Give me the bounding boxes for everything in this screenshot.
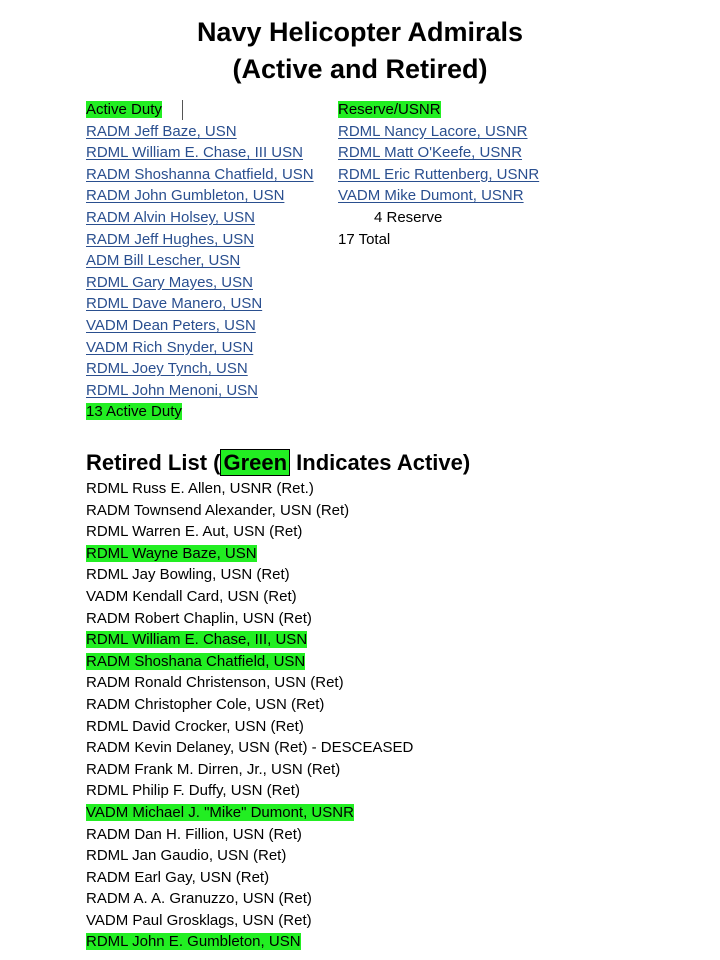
- retired-heading-suffix: Indicates Active): [290, 450, 471, 475]
- reserve-header-row: [338, 99, 539, 121]
- retired-list-item: [86, 564, 413, 586]
- reserve-count: 4 Reserve: [374, 208, 443, 226]
- reserve-column: [338, 99, 539, 250]
- retired-list-item: [86, 694, 413, 716]
- active-admiral-row: [86, 358, 314, 380]
- active-duty-total: 13 Active Duty: [86, 403, 182, 421]
- retired-list-item: [86, 543, 413, 565]
- reserve-header: Reserve/USNR: [338, 101, 441, 118]
- retired-list-entry-active: RDML John E. Gumbleton, USN: [86, 933, 301, 951]
- active-duty-column: [86, 99, 314, 423]
- retired-list-item: [86, 521, 413, 543]
- active-admiral-link[interactable]: RDML Gary Mayes, USN: [86, 273, 253, 291]
- reserve-admiral-row: [338, 164, 539, 186]
- page-title: [0, 14, 720, 88]
- active-admiral-link[interactable]: RADM Alvin Holsey, USN: [86, 208, 255, 226]
- active-admiral-link[interactable]: VADM Rich Snyder, USN: [86, 338, 254, 356]
- active-admiral-link[interactable]: VADM Dean Peters, USN: [86, 316, 256, 334]
- retired-list-heading: [86, 449, 470, 477]
- retired-list-entry: RADM Townsend Alexander, USN (Ret): [86, 501, 350, 519]
- active-admiral-row: [86, 207, 314, 229]
- retired-list-item: [86, 586, 413, 608]
- active-admiral-link[interactable]: RDML John Menoni, USN: [86, 381, 259, 399]
- reserve-admiral-link[interactable]: RDML Eric Ruttenberg, USNR: [338, 165, 540, 183]
- retired-list-item: [86, 802, 413, 824]
- active-admiral-row: [86, 337, 314, 359]
- retired-heading-green-word: Green: [220, 449, 290, 476]
- active-duty-list: [86, 121, 314, 402]
- retired-list-item: [86, 737, 413, 759]
- retired-list-entry: VADM Kendall Card, USN (Ret): [86, 587, 297, 605]
- retired-list-item: [86, 824, 413, 846]
- retired-list-entry: RDML David Crocker, USN (Ret): [86, 717, 304, 735]
- title-line-1: Navy Helicopter Admirals: [196, 17, 524, 47]
- retired-list-item: [86, 608, 413, 630]
- retired-list-entry: RADM Ronald Christenson, USN (Ret): [86, 674, 344, 692]
- active-admiral-row: [86, 121, 314, 143]
- text-cursor: [182, 100, 183, 120]
- retired-list-item: [86, 845, 413, 867]
- active-admiral-link[interactable]: RDML William E. Chase, III USN: [86, 144, 303, 162]
- retired-list-item: [86, 888, 413, 910]
- active-admiral-link[interactable]: RADM Jeff Baze, USN: [86, 122, 237, 140]
- retired-list-entry: RADM Earl Gay, USN (Ret): [86, 868, 270, 886]
- retired-list-entry: RADM Dan H. Fillion, USN (Ret): [86, 825, 302, 843]
- active-admiral-link[interactable]: RDML Joey Tynch, USN: [86, 360, 248, 378]
- retired-heading-prefix: Retired List (: [86, 450, 221, 475]
- active-admiral-link[interactable]: RADM John Gumbleton, USN: [86, 187, 285, 205]
- retired-list-entry: RADM Kevin Delaney, USN (Ret) - DESCEASED: [86, 739, 414, 757]
- retired-list-item: [86, 780, 413, 802]
- retired-list-entry-active: RDML William E. Chase, III, USN: [86, 631, 308, 649]
- reserve-admiral-link[interactable]: RDML Nancy Lacore, USNR: [338, 122, 528, 140]
- retired-list-entry: RADM Robert Chaplin, USN (Ret): [86, 609, 312, 627]
- active-admiral-row: [86, 293, 314, 315]
- retired-list-item: [86, 910, 413, 932]
- retired-list-item: [86, 867, 413, 889]
- title-line-2: (Active and Retired): [232, 54, 488, 84]
- active-admiral-row: [86, 142, 314, 164]
- active-admiral-link[interactable]: RADM Jeff Hughes, USN: [86, 230, 255, 248]
- retired-list-item: [86, 500, 413, 522]
- retired-list-item: [86, 651, 413, 673]
- retired-list-entry-active: VADM Michael J. "Mike" Dumont, USNR: [86, 803, 354, 821]
- reserve-admiral-link[interactable]: RDML Matt O'Keefe, USNR: [338, 144, 523, 162]
- active-admiral-row: [86, 380, 314, 402]
- reserve-admiral-row: [338, 185, 539, 207]
- active-duty-header-row: [86, 99, 314, 121]
- retired-list-entry: RDML Warren E. Aut, USN (Ret): [86, 523, 303, 541]
- retired-list-item: [86, 672, 413, 694]
- active-admiral-row: [86, 315, 314, 337]
- active-admiral-link[interactable]: RADM Shoshanna Chatfield, USN: [86, 165, 314, 183]
- retired-list-entry: VADM Paul Grosklags, USN (Ret): [86, 911, 312, 929]
- retired-list-entry: RDML Russ E. Allen, USNR (Ret.): [86, 480, 314, 497]
- reserve-admiral-row: [338, 121, 539, 143]
- reserve-admiral-link[interactable]: VADM Mike Dumont, USNR: [338, 187, 524, 205]
- active-duty-header: Active Duty: [86, 101, 162, 118]
- active-duty-total-row: [86, 401, 314, 423]
- retired-list-item: [86, 478, 413, 500]
- retired-list-item: [86, 759, 413, 781]
- active-admiral-row: [86, 164, 314, 186]
- active-admiral-row: [86, 272, 314, 294]
- grand-total: 17 Total: [338, 230, 391, 248]
- retired-list-entry: RADM Christopher Cole, USN (Ret): [86, 695, 325, 713]
- active-admiral-row: [86, 250, 314, 272]
- active-admiral-link[interactable]: ADM Bill Lescher, USN: [86, 252, 241, 270]
- retired-list: [86, 478, 413, 953]
- retired-list-entry: RADM A. A. Granuzzo, USN (Ret): [86, 890, 312, 908]
- retired-list-entry: RDML Jay Bowling, USN (Ret): [86, 566, 290, 584]
- retired-list-item: [86, 716, 413, 738]
- active-admiral-row: [86, 185, 314, 207]
- retired-list-entry: RDML Jan Gaudio, USN (Ret): [86, 847, 287, 865]
- active-admiral-row: [86, 229, 314, 251]
- retired-list-item: [86, 931, 413, 953]
- reserve-admiral-row: [338, 142, 539, 164]
- reserve-list: [338, 121, 539, 207]
- retired-list-item: [86, 629, 413, 651]
- retired-list-entry: RDML Philip F. Duffy, USN (Ret): [86, 782, 300, 800]
- retired-list-entry-active: RADM Shoshana Chatfield, USN: [86, 652, 306, 670]
- active-admiral-link[interactable]: RDML Dave Manero, USN: [86, 295, 263, 313]
- retired-list-entry: RADM Frank M. Dirren, Jr., USN (Ret): [86, 760, 341, 778]
- retired-list-entry-active: RDML Wayne Baze, USN: [86, 544, 257, 562]
